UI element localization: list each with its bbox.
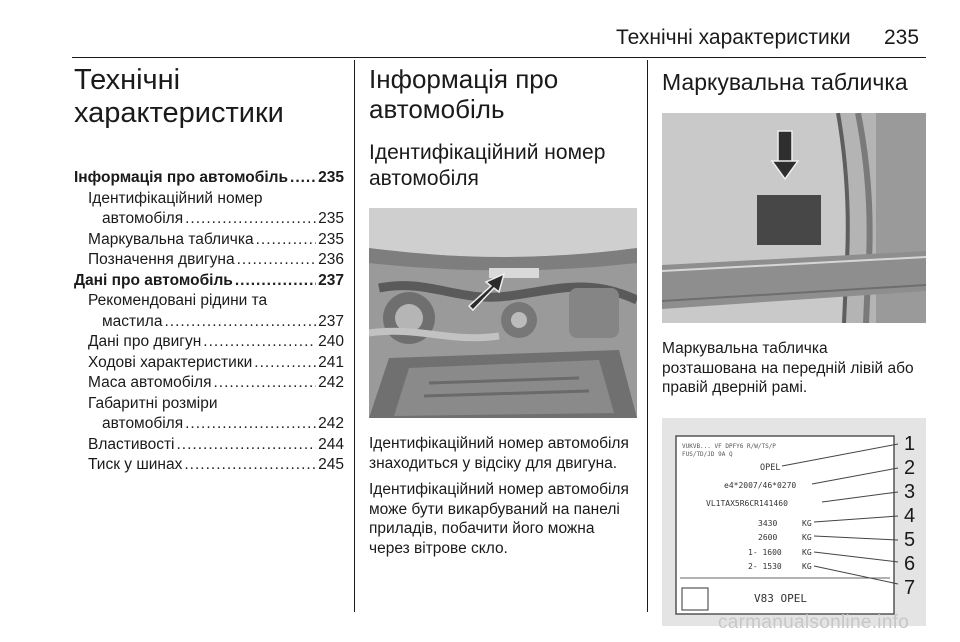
toc-leader-dots <box>203 332 316 353</box>
toc-entry-page: 237 <box>318 312 344 330</box>
toc-entry[interactable] <box>74 250 344 271</box>
engine-bay-illustration <box>369 208 637 418</box>
toc-leader-dots <box>213 373 316 394</box>
svg-text:KG: KG <box>802 518 812 528</box>
column-divider <box>647 60 648 612</box>
toc-entry[interactable] <box>74 209 344 230</box>
toc-entry[interactable] <box>74 332 344 353</box>
toc-column <box>74 64 344 476</box>
toc-entry[interactable] <box>74 373 344 394</box>
section-subtitle: Ідентифікаційний номер автомобіля <box>369 141 606 190</box>
toc-entry[interactable] <box>74 353 344 374</box>
callout-1: 1 <box>904 432 916 455</box>
callout-7: 7 <box>904 576 916 599</box>
page-header <box>0 0 960 60</box>
column-divider <box>354 60 355 612</box>
vin-location-text: Ідентифікаційний номер автомобіля знаходиться у відсіку для двигуна. <box>369 435 629 472</box>
toc-leader-dots <box>176 435 316 456</box>
toc-entry-page: 235 <box>318 230 344 248</box>
toc-leader-dots <box>290 168 316 189</box>
toc-entry[interactable] <box>74 394 344 415</box>
svg-text:VUKVB... VF DPFY6 R/W/TS: VUKVB... VF DPFY6 R/W/TS/P <box>682 442 776 450</box>
svg-text:FUS/TD/JD 9A Q: FUS/TD/JD 9A Q <box>682 450 733 458</box>
toc-leader-dots <box>185 209 316 230</box>
toc-leader-dots <box>237 250 317 271</box>
svg-text:KG: KG <box>802 532 812 542</box>
header-title: Технічні характеристики <box>616 26 851 49</box>
door-frame-photo <box>662 113 926 323</box>
toc-entry-label: Габаритні розміри <box>88 394 218 412</box>
toc-leader-dots <box>254 353 316 374</box>
toc-entry-page: 241 <box>318 353 344 371</box>
toc-leader-dots <box>185 414 316 435</box>
toc-entry[interactable] <box>74 291 344 312</box>
toc-entry[interactable] <box>74 189 344 210</box>
toc-entry[interactable] <box>74 168 344 189</box>
watermark: carmanualsonline.info <box>718 612 910 633</box>
callout-2: 2 <box>904 456 916 479</box>
toc-entry-label: автомобіля <box>102 210 184 227</box>
toc-entry-label: Властивості <box>88 435 175 453</box>
callout-6: 6 <box>904 552 916 575</box>
toc-leader-dots <box>235 271 316 292</box>
toc-leader-dots <box>184 455 316 476</box>
callout-3: 3 <box>904 480 916 503</box>
plate-model-code: V83 OPEL <box>754 591 807 605</box>
svg-text:e4*2007/46*0270: e4*2007/46*0270 <box>724 480 797 490</box>
svg-text:2- 1530: 2- 1530 <box>748 561 782 571</box>
svg-text:OPEL: OPEL <box>760 462 781 473</box>
chapter-title: Технічні характеристики <box>74 64 284 129</box>
toc-entry-label: Рекомендовані рідини та <box>88 292 268 309</box>
engine-bay-photo <box>369 208 637 418</box>
toc-entry-page: 237 <box>318 271 344 289</box>
toc-entry[interactable] <box>74 435 344 456</box>
toc-entry-page: 236 <box>318 251 344 268</box>
vehicle-info-column <box>369 64 637 558</box>
svg-text:3430: 3430 <box>758 518 778 528</box>
plate-section-title: Маркувальна табличка <box>662 69 908 95</box>
toc-entry-label: Позначення двигуна <box>88 251 235 268</box>
toc-entry[interactable] <box>74 414 344 435</box>
toc-entry-page: 242 <box>318 415 344 432</box>
toc-entry-page: 235 <box>318 210 344 227</box>
header-rule <box>72 57 926 58</box>
toc-entry-page: 242 <box>318 374 344 391</box>
toc-entry-label: Інформація про автомобіль <box>74 169 289 186</box>
toc-entry-label: мастила <box>102 312 163 330</box>
toc-leader-dots <box>164 312 316 333</box>
toc-entry-label: Дані про двигун <box>88 333 202 350</box>
callout-5: 5 <box>904 528 916 551</box>
toc-entry-page: 235 <box>318 169 344 186</box>
identification-plate-diagram <box>662 418 926 626</box>
toc-entry-page: 240 <box>318 333 344 350</box>
toc-entry[interactable] <box>74 230 344 251</box>
svg-text:KG: KG <box>802 547 812 557</box>
toc-entry[interactable] <box>74 312 344 333</box>
svg-text:VL1TAX5R6CR141460: VL1TAX5R6CR141460 <box>706 498 788 508</box>
toc-entry-label: автомобіля <box>102 415 184 432</box>
toc-entry-label: Маркувальна табличка <box>88 230 254 248</box>
toc-leader-dots <box>256 230 317 251</box>
svg-text:KG: KG <box>802 561 812 571</box>
section-title: Інформація про автомобіль <box>369 64 559 124</box>
door-frame-illustration <box>662 113 926 323</box>
svg-text:1- 1600: 1- 1600 <box>748 547 782 557</box>
plate-illustration <box>662 418 926 626</box>
toc-entry-page: 244 <box>318 435 344 453</box>
svg-text:2600: 2600 <box>758 532 778 542</box>
page-number: 235 <box>884 26 920 49</box>
toc-entry-label: Ідентифікаційний номер <box>88 189 263 207</box>
callout-4: 4 <box>904 504 916 527</box>
toc-entry[interactable] <box>74 271 344 292</box>
plate-location-text: Маркувальна табличка розташована на передній лівій або правій дверній рамі. <box>662 340 914 396</box>
toc-entry-label: Ходові характеристики <box>88 353 253 371</box>
identification-plate-column <box>662 64 926 626</box>
toc-entry[interactable] <box>74 455 344 476</box>
toc-entry-label: Маса автомобіля <box>88 374 212 391</box>
toc-entry-page: 245 <box>318 456 344 473</box>
toc-entry-label: Дані про автомобіль <box>74 271 233 289</box>
vin-windscreen-text: Ідентифікаційний номер автомобіля може бути викарбуваний на панелі приладів, побачити його можна через вітрове скло. <box>369 481 629 557</box>
table-of-contents <box>74 168 344 476</box>
toc-entry-label: Тиск у шинах <box>88 456 183 473</box>
